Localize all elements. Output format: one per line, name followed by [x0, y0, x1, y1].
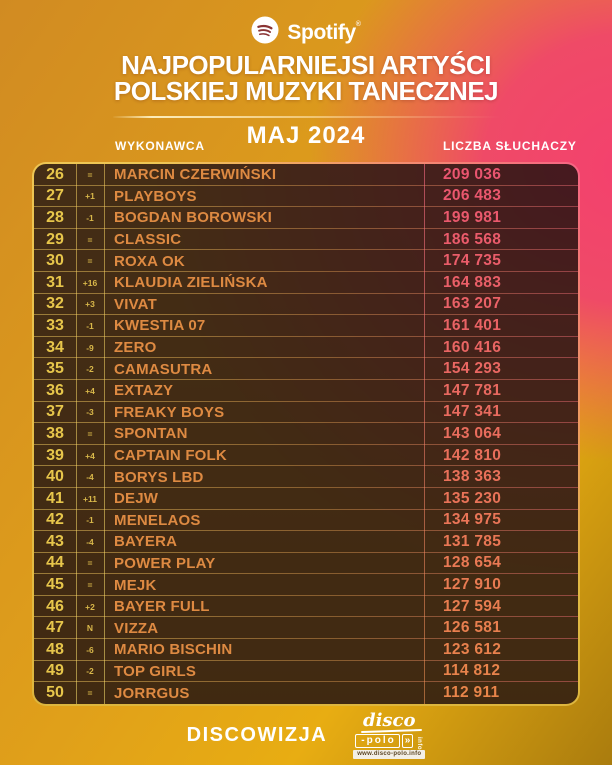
table-row	[34, 250, 578, 272]
rank-cell: 38	[46, 424, 64, 442]
artist-cell: PLAYBOYS	[114, 187, 197, 205]
rank-change-cell: +1	[85, 191, 95, 202]
rank-change-cell: =	[87, 428, 93, 439]
table-row	[34, 531, 578, 553]
listeners-cell: 147 781	[443, 381, 502, 399]
table-row	[34, 466, 578, 488]
listeners-cell: 209 036	[443, 165, 502, 183]
column-divider-change	[104, 164, 105, 704]
table-row	[34, 207, 578, 229]
rank-cell: 47	[46, 619, 64, 637]
artist-cell: KWESTIA 07	[114, 317, 206, 335]
table-row	[34, 337, 578, 359]
table-row	[34, 294, 578, 316]
table-row	[34, 186, 578, 208]
table-row	[34, 553, 578, 575]
rank-change-cell: +16	[82, 277, 98, 288]
period-label: MAJ 2024	[246, 122, 366, 149]
rank-change-cell: +4	[85, 385, 95, 396]
artist-cell: CLASSIC	[114, 231, 182, 249]
rank-cell: 48	[46, 640, 64, 658]
rank-cell: 26	[46, 165, 64, 183]
rank-cell: 41	[46, 489, 64, 507]
rank-change-cell: -4	[86, 472, 94, 483]
table-row	[34, 574, 578, 596]
rank-change-cell: +4	[85, 450, 95, 461]
rank-cell: 36	[46, 381, 64, 399]
listeners-cell: 154 293	[443, 360, 502, 378]
rank-cell: 39	[46, 446, 64, 464]
artist-cell: EXTAZY	[114, 382, 174, 400]
artist-cell: BORYS LBD	[114, 468, 204, 486]
rank-cell: 37	[46, 403, 64, 421]
rank-cell: 34	[46, 338, 64, 356]
artist-cell: CAMASUTRA	[114, 360, 213, 378]
listeners-cell: 160 416	[443, 338, 502, 356]
table-row	[34, 510, 578, 532]
rank-cell: 46	[46, 597, 64, 615]
artist-cell: MEJK	[114, 576, 157, 594]
listeners-cell: 131 785	[443, 532, 502, 550]
disco-polo-logo	[353, 709, 425, 759]
rank-cell: 35	[46, 360, 64, 378]
listeners-cell: 126 581	[443, 619, 502, 637]
rank-change-cell: -1	[86, 320, 94, 331]
table-row	[34, 488, 578, 510]
listeners-cell: 112 911	[443, 684, 500, 702]
listeners-cell: 206 483	[443, 187, 502, 205]
artist-cell: MENELAOS	[114, 511, 201, 529]
title-line-1: NAJPOPULARNIEJSI ARTYŚCI	[121, 50, 491, 80]
rank-change-cell: =	[87, 580, 93, 591]
chevron-right-icon: »	[402, 734, 414, 748]
artist-cell: DEJW	[114, 490, 159, 508]
title-line-2: POLSKIEJ MUZYKI TANECZNEJ	[113, 76, 499, 106]
artist-cell: VIVAT	[114, 295, 157, 313]
ranking-table-frame	[32, 162, 580, 706]
artist-cell: ROXA OK	[114, 252, 185, 270]
table-row	[34, 164, 578, 186]
rank-cell: 50	[46, 684, 64, 702]
table-row	[34, 682, 578, 704]
table-row	[34, 272, 578, 294]
table-row	[34, 423, 578, 445]
artist-cell: POWER PLAY	[114, 554, 216, 572]
artist-cell: KLAUDIA ZIELIŃSKA	[114, 274, 268, 292]
artist-cell: FREAKY BOYS	[114, 403, 225, 421]
rank-change-cell: N	[86, 623, 94, 634]
table-row	[34, 358, 578, 380]
rank-change-cell: =	[87, 169, 93, 180]
artist-cell: JORRGUS	[114, 684, 190, 702]
table-row	[34, 229, 578, 251]
rank-cell: 28	[46, 208, 64, 226]
rank-change-cell: =	[87, 234, 93, 245]
listeners-cell: 186 568	[443, 230, 502, 248]
column-header-artist: WYKONAWCA	[115, 139, 205, 153]
footer	[0, 705, 612, 765]
rank-change-cell: +11	[83, 493, 97, 504]
table-row	[34, 380, 578, 402]
rank-cell: 32	[46, 295, 64, 313]
table-row	[34, 596, 578, 618]
artist-cell: BOGDAN BOROWSKI	[114, 209, 272, 227]
table-row	[34, 617, 578, 639]
disco-polo-logo-row	[355, 734, 423, 748]
listeners-cell: 134 975	[443, 511, 502, 529]
listeners-cell: 161 401	[443, 316, 502, 334]
listeners-cell: 174 735	[443, 252, 502, 270]
rank-change-cell: +2	[85, 601, 95, 612]
column-divider-listeners	[424, 164, 425, 704]
rank-change-cell: =	[87, 256, 93, 267]
artist-cell: MARCIN CZERWIŃSKI	[114, 166, 277, 184]
rank-change-cell: -2	[86, 666, 94, 677]
disco-polo-boxes-text: -polo	[355, 734, 399, 748]
table-row	[34, 402, 578, 424]
rank-change-cell: -1	[86, 212, 94, 223]
rank-cell: 30	[46, 252, 64, 270]
artist-cell: MARIO BISCHIN	[114, 641, 233, 659]
listeners-cell: 142 810	[443, 446, 502, 464]
artist-cell: TOP GIRLS	[114, 662, 197, 680]
spotify-brand	[0, 16, 612, 49]
rank-cell: 27	[46, 187, 64, 205]
discowizja-wordmark: DISCOWIZJA	[186, 723, 328, 746]
listeners-cell: 138 363	[443, 468, 502, 486]
listeners-cell: 123 612	[443, 640, 502, 658]
table-row	[34, 639, 578, 661]
listeners-cell: 127 910	[443, 576, 502, 594]
listeners-cell: 114 812	[443, 662, 501, 680]
rank-change-cell: +3	[85, 299, 95, 310]
artist-cell: SPONTAN	[114, 425, 188, 443]
rank-cell: 43	[46, 532, 64, 550]
listeners-cell: 199 981	[443, 208, 502, 226]
rank-cell: 42	[46, 511, 64, 529]
rank-cell: 31	[46, 273, 64, 291]
table-row	[34, 445, 578, 467]
column-divider-rank	[76, 164, 77, 704]
rank-change-cell: -3	[86, 407, 94, 418]
rank-cell: 40	[46, 468, 64, 486]
ranking-rows	[34, 164, 578, 704]
rank-change-cell: -6	[86, 644, 94, 655]
disco-polo-info-text: info	[416, 736, 423, 750]
rank-change-cell: =	[87, 558, 93, 569]
column-header-listeners: LICZBA SŁUCHACZY	[443, 139, 577, 153]
spotify-icon	[251, 16, 279, 49]
artist-cell: ZERO	[114, 339, 157, 357]
trademark-symbol: ®	[355, 20, 361, 28]
artist-cell: BAYERA	[114, 533, 178, 551]
listeners-cell: 135 230	[443, 489, 502, 507]
disco-polo-script-text: disco	[363, 709, 416, 731]
listeners-cell: 163 207	[443, 295, 502, 313]
artist-cell: BAYER FULL	[114, 598, 210, 616]
rank-change-cell: -4	[86, 536, 94, 547]
rank-cell: 29	[46, 230, 64, 248]
rank-change-cell: -9	[86, 342, 94, 353]
listeners-cell: 147 341	[443, 403, 502, 421]
page-title	[0, 52, 612, 104]
spotify-wordmark: Spotify®	[287, 20, 361, 44]
rank-change-cell: =	[87, 688, 93, 699]
listeners-cell: 143 064	[443, 424, 502, 442]
artist-cell: VIZZA	[114, 619, 159, 637]
ranking-table	[34, 164, 578, 704]
table-row	[34, 661, 578, 683]
listeners-cell: 127 594	[443, 597, 502, 615]
rank-cell: 33	[46, 316, 64, 334]
rank-cell: 49	[46, 662, 64, 680]
rank-change-cell: -1	[86, 515, 94, 526]
artist-cell: CAPTAIN FOLK	[114, 447, 227, 465]
title-divider	[113, 116, 501, 118]
table-row	[34, 315, 578, 337]
rank-cell: 44	[46, 554, 64, 572]
listeners-cell: 128 654	[443, 554, 502, 572]
listeners-cell: 164 883	[443, 273, 502, 291]
disco-polo-url: www.disco-polo.info	[353, 750, 425, 759]
rank-cell: 45	[46, 576, 64, 594]
column-headers	[32, 139, 580, 155]
rank-change-cell: -2	[86, 364, 94, 375]
